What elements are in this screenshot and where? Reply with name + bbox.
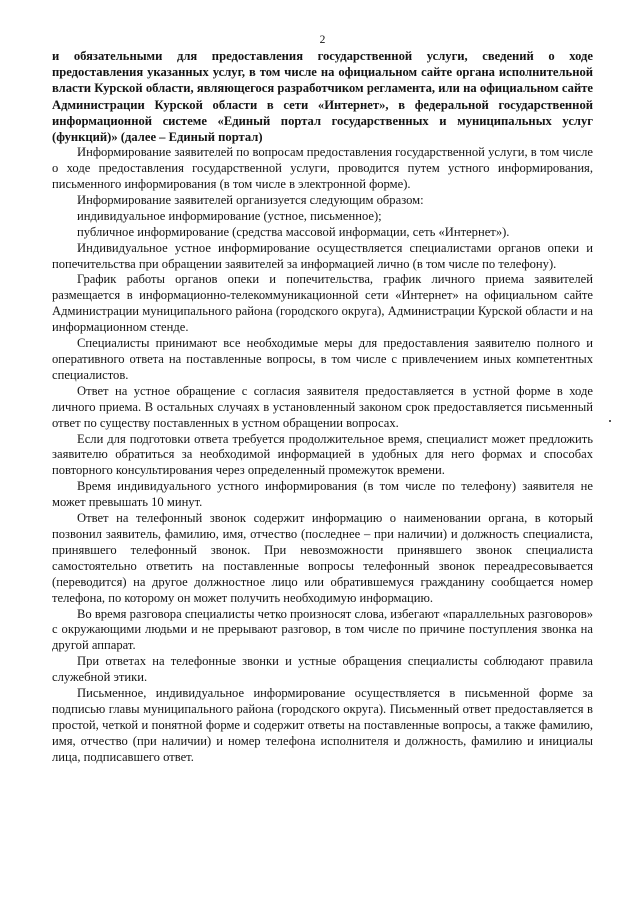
paragraph-time-limit: Время индивидуального устного информирования (в том числе по телефону) заявителя не может превышать 10 минут. [52, 479, 593, 510]
list-item-individual: индивидуальное информирование (устное, письменное); [77, 208, 382, 223]
paragraph-phone-answer: Ответ на телефонный звонок содержит информацию о наименовании органа, в который позвонил заявитель, фамилию, имя, отчество (последнее – при наличии) и должность специалиста, принявшего телефонный звонок. При невозможности принявшего звонок специалиста самостоятельно ответить на поставленные вопросы телефонный звонок переадресовывается (переводится) на другое должностное лицо или обратившемуся гражданину сообщается номер телефона, по которому он может получить необходимую информацию. [52, 511, 593, 605]
paragraph-conversation: Во время разговора специалисты четко произносят слова, избегают «параллельных разговоров» с окружающими людьми и не прерывают разговор, в том числе по причине поступления звонка на другой аппарат. [52, 606, 593, 653]
paragraph-specialists-measures: Специалисты принимают все необходимые меры для предоставления заявителю полного и оперативного ответа на поставленные вопросы, в том числе с привлечением иных компетентных специалистов. [52, 336, 593, 382]
paragraph-ethics: При ответах на телефонные звонки и устные обращения специалисты соблюдают правила служебной этики. [52, 654, 593, 685]
paragraph-oral-answer: Ответ на устное обращение с согласия заявителя предоставляется в устной форме в ходе личного приема. В остальных случаях в установленный законом срок предоставляется письменный ответ по существу поставленных в устном обращении вопросах. [52, 383, 593, 430]
page-number: 2 [319, 34, 326, 46]
heading-continuation: и обязательными для предоставления государственной услуги, сведений о ходе предоставления указанных услуг, в том числе на официальном сайте органа исполнительной власти Курской области, являющегося разработчиком регламента, или на официальном сайте Администрации Курской области в сети «Интернет», в федеральной государственной информационной системе «Единый портал государственных и муниципальных услуг (функций)» (далее – Единый портал) [52, 49, 593, 145]
paragraph-oral-informing: Индивидуальное устное информирование осуществляется специалистами органов опеки и попечительства при обращении заявителей за информацией лично (в том числе по телефону). [52, 240, 593, 271]
paragraph-written-informing: Письменное, индивидуальное информирование осуществляется в письменной форме за подписью главы муниципального района (городского округа). Письменный ответ предоставляется в простой, четкой и понятной форме и содержит ответы на поставленные вопросы, а также фамилию, имя, отчество (при наличии) и номер телефона исполнителя и должность, фамилию и инициалы лица, подписавшего ответ. [52, 686, 593, 764]
list-item-public: публичное информирование (средства массовой информации, сеть «Интернет»). [77, 224, 510, 239]
paragraph-informing-organization: Информирование заявителей организуется следующим образом: [77, 192, 424, 207]
paragraph-informing-methods: Информирование заявителей по вопросам предоставления государственной услуги, в том числе о ходе предоставления государственной услуги, проводится путем устного информирования, письменного информирования (в том числе в электронной форме). [52, 145, 593, 192]
scan-speck [609, 420, 611, 422]
paragraph-schedule: График работы органов опеки и попечительства, график личного приема заявителей размещается в информационно-телекоммуникационной сети «Интернет» на официальном сайте Администрации муниципального района (городского округа), Администрации Курской области и на информационном стенде. [52, 272, 593, 335]
paragraph-long-preparation: Если для подготовки ответа требуется продолжительное время, специалист может предложить заявителю обратиться за необходимой информацией в удобных для него формах и способах повторного консультирования через определенный промежуток времени. [52, 431, 593, 478]
